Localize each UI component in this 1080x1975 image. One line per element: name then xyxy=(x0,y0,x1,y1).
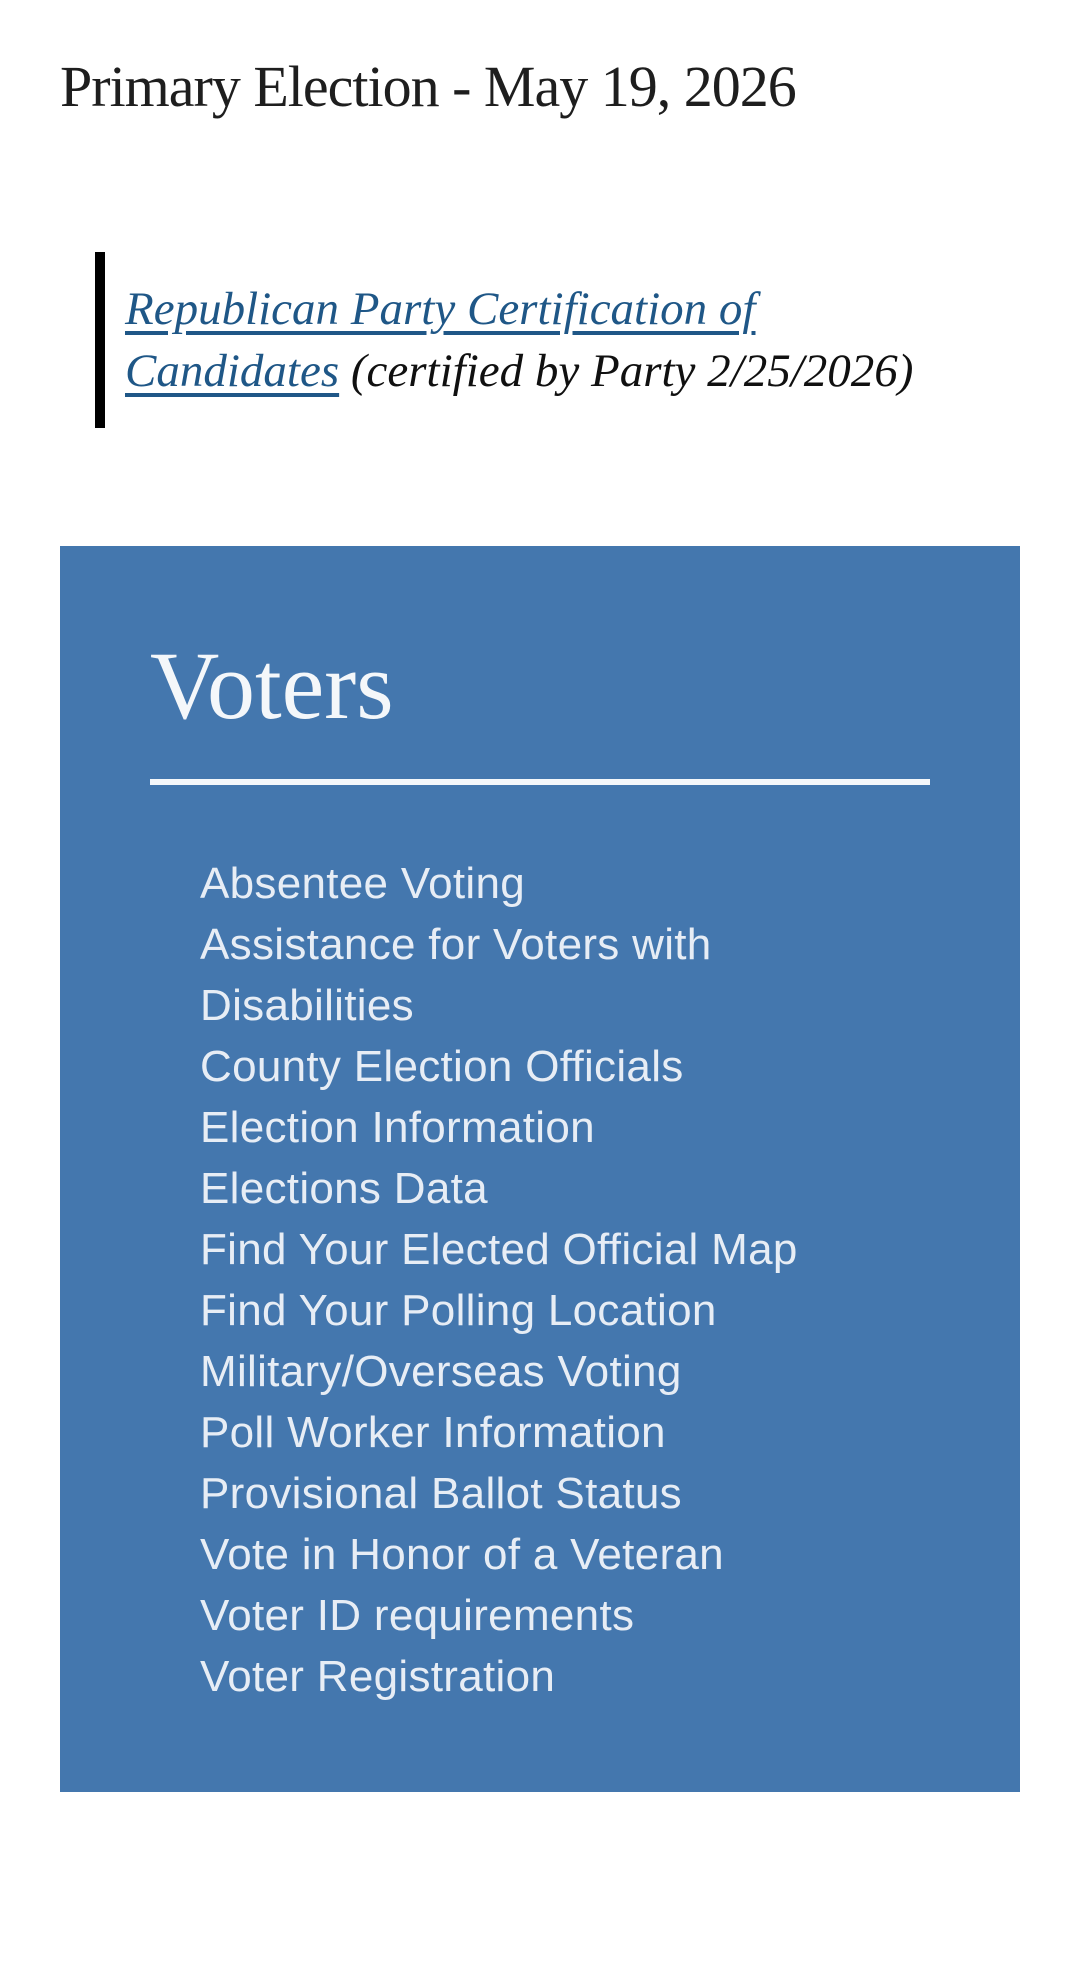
certification-text xyxy=(125,278,925,402)
list-item xyxy=(200,1158,930,1219)
voters-divider xyxy=(150,779,930,785)
voters-link-county-election-officials[interactable]: County Election Officials xyxy=(200,1041,684,1091)
list-item xyxy=(200,1585,930,1646)
voters-panel xyxy=(60,546,1020,1792)
certification-link[interactable]: Republican Party Certification of Candidates xyxy=(125,282,756,397)
list-item xyxy=(200,1646,930,1707)
voters-link-absentee-voting[interactable]: Absentee Voting xyxy=(200,858,525,908)
voters-link-poll-worker-information[interactable]: Poll Worker Information xyxy=(200,1407,666,1457)
certification-note: (certified by Party 2/25/2026) xyxy=(339,344,914,397)
voters-link-election-information[interactable]: Election Information xyxy=(200,1102,595,1152)
voters-link-assistance-disabilities[interactable]: Assistance for Voters with Disabilities xyxy=(200,919,712,1030)
voters-link-voter-id-requirements[interactable]: Voter ID requirements xyxy=(200,1590,635,1640)
voters-link-voter-registration[interactable]: Voter Registration xyxy=(200,1651,556,1701)
list-item xyxy=(200,1219,930,1280)
list-item xyxy=(200,1036,930,1097)
voters-link-provisional-ballot-status[interactable]: Provisional Ballot Status xyxy=(200,1468,682,1518)
list-item xyxy=(200,1341,930,1402)
voters-panel-title: Voters xyxy=(150,631,394,739)
list-item xyxy=(200,914,930,1036)
list-item xyxy=(200,1463,930,1524)
list-item xyxy=(200,1097,930,1158)
voters-link-elected-official-map[interactable]: Find Your Elected Official Map xyxy=(200,1224,798,1274)
page-title: Primary Election - May 19, 2026 xyxy=(60,54,796,119)
page xyxy=(0,52,1080,1975)
voters-link-polling-location[interactable]: Find Your Polling Location xyxy=(200,1285,717,1335)
certification-blockquote xyxy=(95,252,925,428)
list-item xyxy=(200,1280,930,1341)
voters-link-vote-honor-veteran[interactable]: Vote in Honor of a Veteran xyxy=(200,1529,724,1579)
list-item xyxy=(200,853,930,914)
list-item xyxy=(200,1524,930,1585)
list-item xyxy=(200,1402,930,1463)
voters-link-military-overseas-voting[interactable]: Military/Overseas Voting xyxy=(200,1346,682,1396)
voters-link-list xyxy=(150,853,930,1707)
voters-link-elections-data[interactable]: Elections Data xyxy=(200,1163,488,1213)
